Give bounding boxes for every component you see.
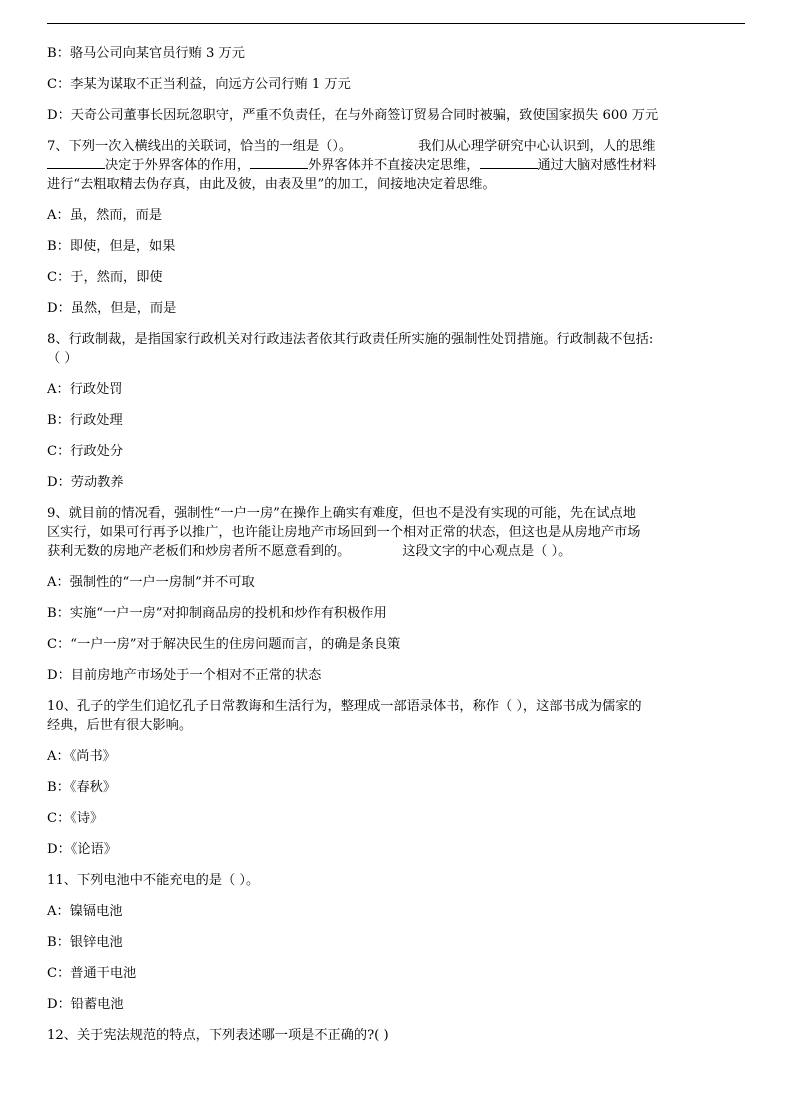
q8-option-a: A：行政处罚 [47,382,123,397]
q8-option-d: D：劳动教养 [47,475,124,490]
q7-stem [47,137,752,194]
q7-option-d: D：虽然，但是，而是 [47,301,177,316]
header-rule [47,23,745,24]
q7-stem-text-e: 通过大脑对感性材料 [537,158,657,173]
q9-option-c: C：“一户一房”对于解决民生的住房问题而言，的确是条良策 [47,637,401,652]
q11-option-b: B：银锌电池 [47,935,123,950]
q8-stem-line-2: （ ） [47,351,78,366]
q7-stem-line-3: 进行“去粗取精去伪存真，由此及彼，由表及里”的加工，间接地决定着思维。 [47,177,496,192]
q9-stem-line-3 [47,542,752,561]
q7-blank-1 [47,156,105,169]
q7-option-b: B：即使，但是，如果 [47,239,176,254]
q7-option-c: C：于，然而，即使 [47,270,163,285]
q6-option-b: B：骆马公司向某官员行贿 3 万元 [47,46,245,61]
q9-stem-text-a: 获利无数的房地产老板们和炒房者所不愿意看到的。 [47,544,351,559]
q11-option-a: A：镍镉电池 [47,904,123,919]
q7-blank-2 [250,156,308,169]
q7-stem-line-2 [47,156,752,175]
q7-stem-text-a: 7、下列一次入横线出的关联词，恰当的一组是（）。 [47,139,353,154]
q10-stem-line-2: 经典，后世有很大影响。 [47,718,193,733]
q9-stem-line-2: 区实行，如果可行再予以推广，也许能让房地产市场回到一个相对正常的状态，但这也是从房地产市场 [47,525,641,540]
q9-stem [47,504,752,561]
q9-stem-text-b: 这段文字的中心观点是（ ）。 [402,544,572,559]
q7-stem-text-b: 我们从心理学研究中心认识到，人的思维 [418,139,656,154]
q7-blank-3 [480,156,538,169]
document-body [47,44,752,1057]
q9-option-d: D：目前房地产市场处于一个相对不正常的状态 [47,668,322,683]
q10-option-c: C：《诗》 [47,811,104,826]
q6-option-d: D：天奇公司董事长因玩忽职守，严重不负责任，在与外商签订贸易合同时被骗，致使国家损失 600 万元 [47,108,659,123]
q9-stem-line-1: 9、就目前的情况看，强制性“一户一房”在操作上确实有难度，但也不是没有实现的可能，先在试点地 [47,506,636,521]
q11-option-c: C：普通干电池 [47,966,137,981]
q11-stem: 11、下列电池中不能充电的是（ ）。 [47,873,260,888]
q8-stem-line-1: 8、行政制裁，是指国家行政机关对行政违法者依其行政责任所实施的强制性处罚措施。行政制裁不包括: [47,332,654,347]
q7-stem-text-c: 决定于外界客体的作用， [105,158,251,173]
q6-option-c: C：李某为谋取不正当利益，向远方公司行贿 1 万元 [47,77,351,92]
q8-stem [47,330,752,368]
q8-option-c: C：行政处分 [47,444,124,459]
q7-stem-text-d: 外界客体并不直接决定思维， [308,158,480,173]
q10-option-a: A：《尚书》 [47,749,116,764]
q12-stem: 12、关于宪法规范的特点，下列表述哪一项是不正确的?( ) [47,1028,389,1043]
q8-option-b: B：行政处理 [47,413,123,428]
q10-stem-line-1: 10、孔子的学生们追忆孔子日常教诲和生活行为，整理成一部语录体书，称作（ ），这部书成为儒家的 [47,699,642,714]
q7-stem-line-1 [47,137,752,156]
q7-option-a: A：虽，然而，而是 [47,208,163,223]
q10-option-b: B：《春秋》 [47,780,117,795]
q10-option-d: D：《论语》 [47,842,117,857]
q11-option-d: D：铅蓄电池 [47,997,124,1012]
q10-stem [47,697,752,735]
q9-option-a: A：强制性的“一户一房制”并不可取 [47,575,255,590]
q9-option-b: B：实施“一户一房”对抑制商品房的投机和炒作有积极作用 [47,606,387,621]
